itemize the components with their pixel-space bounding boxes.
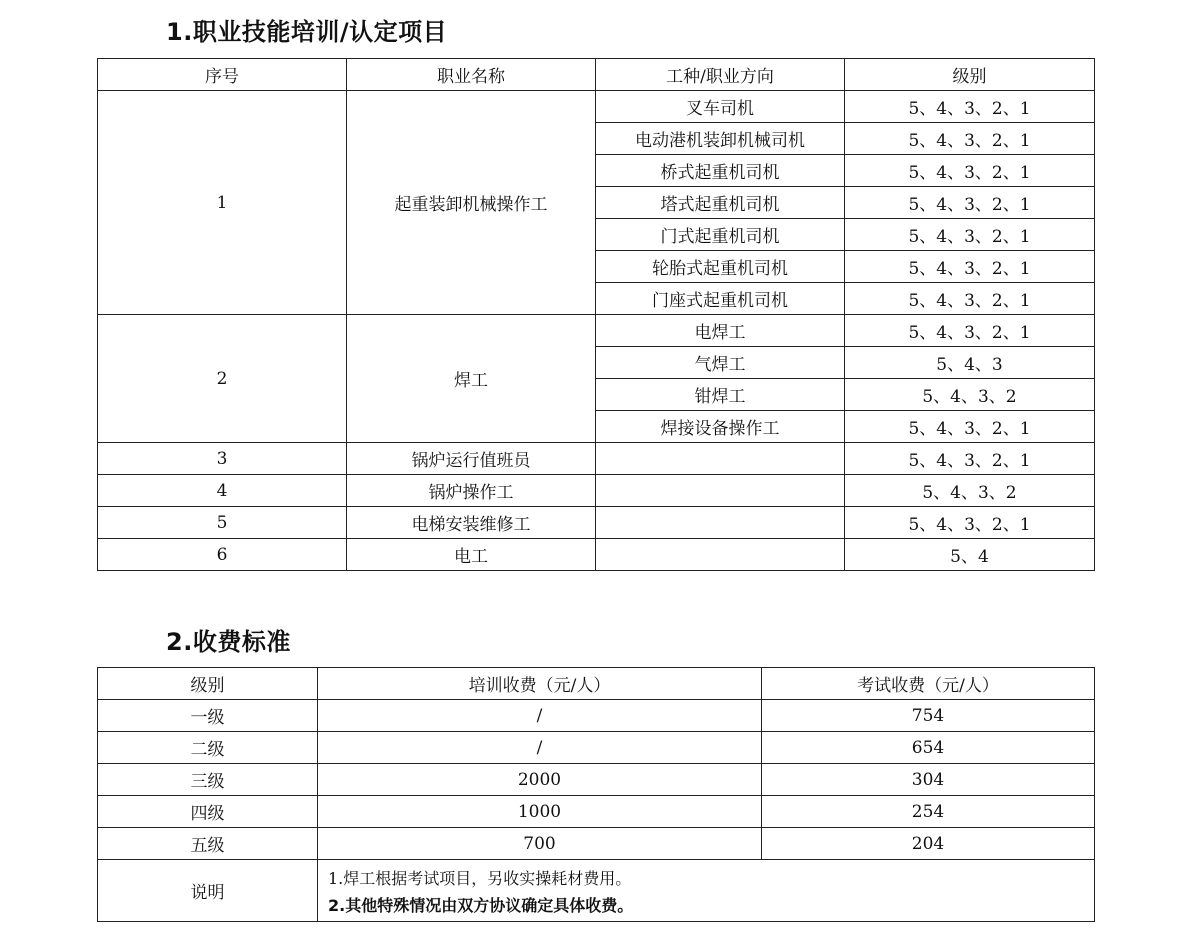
table-row [98, 443, 1095, 475]
level: 5、4 [845, 539, 1095, 571]
notes-row [98, 860, 1095, 922]
level: 5、4、3、2、1 [845, 91, 1095, 123]
job-type [596, 539, 845, 571]
level: 5、4、3、2、1 [845, 155, 1095, 187]
table-row [98, 91, 1095, 123]
job-type: 叉车司机 [596, 91, 845, 123]
column-header: 级别 [845, 59, 1095, 91]
column-header: 工种/职业方向 [596, 59, 845, 91]
fee-level: 三级 [98, 764, 318, 796]
level: 5、4、3、2 [845, 379, 1095, 411]
level: 5、4、3、2、1 [845, 187, 1095, 219]
section2-title: 2.收费标准 [166, 628, 291, 656]
serial-number: 6 [98, 539, 347, 571]
exam-fee: 304 [762, 764, 1095, 796]
table-row [98, 539, 1095, 571]
column-header: 考试收费（元/人） [762, 668, 1095, 700]
level: 5、4、3、2 [845, 475, 1095, 507]
fee-level: 一级 [98, 700, 318, 732]
table-row [98, 796, 1095, 828]
level: 5、4、3 [845, 347, 1095, 379]
training-fee: 1000 [318, 796, 762, 828]
table-row [98, 828, 1095, 860]
level: 5、4、3、2、1 [845, 283, 1095, 315]
fee-level: 二级 [98, 732, 318, 764]
training-fee: 700 [318, 828, 762, 860]
level: 5、4、3、2、1 [845, 219, 1095, 251]
notes-label: 说明 [98, 860, 318, 922]
note-line: 2.其他特殊情况由双方协议确定具体收费。 [328, 895, 634, 915]
occupation-name: 焊工 [347, 315, 596, 443]
fee-table [97, 667, 1095, 922]
serial-number: 4 [98, 475, 347, 507]
exam-fee: 204 [762, 828, 1095, 860]
job-type: 门式起重机司机 [596, 219, 845, 251]
table-row [98, 732, 1095, 764]
column-header: 序号 [98, 59, 347, 91]
occupation-name: 锅炉运行值班员 [347, 443, 596, 475]
serial-number: 2 [98, 315, 347, 443]
table-row [98, 315, 1095, 347]
training-fee: / [318, 732, 762, 764]
column-header: 培训收费（元/人） [318, 668, 762, 700]
training-fee: 2000 [318, 764, 762, 796]
occupation-name: 锅炉操作工 [347, 475, 596, 507]
column-header: 职业名称 [347, 59, 596, 91]
job-type: 电动港机装卸机械司机 [596, 123, 845, 155]
table-row [98, 764, 1095, 796]
level: 5、4、3、2、1 [845, 443, 1095, 475]
exam-fee: 754 [762, 700, 1095, 732]
level: 5、4、3、2、1 [845, 507, 1095, 539]
serial-number: 3 [98, 443, 347, 475]
job-type: 焊接设备操作工 [596, 411, 845, 443]
table-row [98, 700, 1095, 732]
training-fee: / [318, 700, 762, 732]
job-type: 桥式起重机司机 [596, 155, 845, 187]
job-type: 电焊工 [596, 315, 845, 347]
fee-level: 四级 [98, 796, 318, 828]
table-row [98, 475, 1095, 507]
job-type: 气焊工 [596, 347, 845, 379]
serial-number: 5 [98, 507, 347, 539]
table-header-row [98, 59, 1095, 91]
exam-fee: 654 [762, 732, 1095, 764]
serial-number: 1 [98, 91, 347, 315]
job-type: 塔式起重机司机 [596, 187, 845, 219]
level: 5、4、3、2、1 [845, 251, 1095, 283]
job-type: 轮胎式起重机司机 [596, 251, 845, 283]
note-line: 1.焊工根据考试项目，另收实操耗材费用。 [328, 868, 632, 888]
level: 5、4、3、2、1 [845, 315, 1095, 347]
job-type [596, 507, 845, 539]
occupation-table [97, 58, 1095, 571]
job-type [596, 443, 845, 475]
column-header: 级别 [98, 668, 318, 700]
job-type: 门座式起重机司机 [596, 283, 845, 315]
notes-cell [318, 860, 1095, 922]
job-type [596, 475, 845, 507]
occupation-name: 电工 [347, 539, 596, 571]
section1-title: 1.职业技能培训/认定项目 [166, 18, 448, 46]
level: 5、4、3、2、1 [845, 123, 1095, 155]
table-header-row [98, 668, 1095, 700]
job-type: 钳焊工 [596, 379, 845, 411]
fee-level: 五级 [98, 828, 318, 860]
occupation-name: 起重装卸机械操作工 [347, 91, 596, 315]
exam-fee: 254 [762, 796, 1095, 828]
occupation-name: 电梯安装维修工 [347, 507, 596, 539]
table-row [98, 507, 1095, 539]
level: 5、4、3、2、1 [845, 411, 1095, 443]
